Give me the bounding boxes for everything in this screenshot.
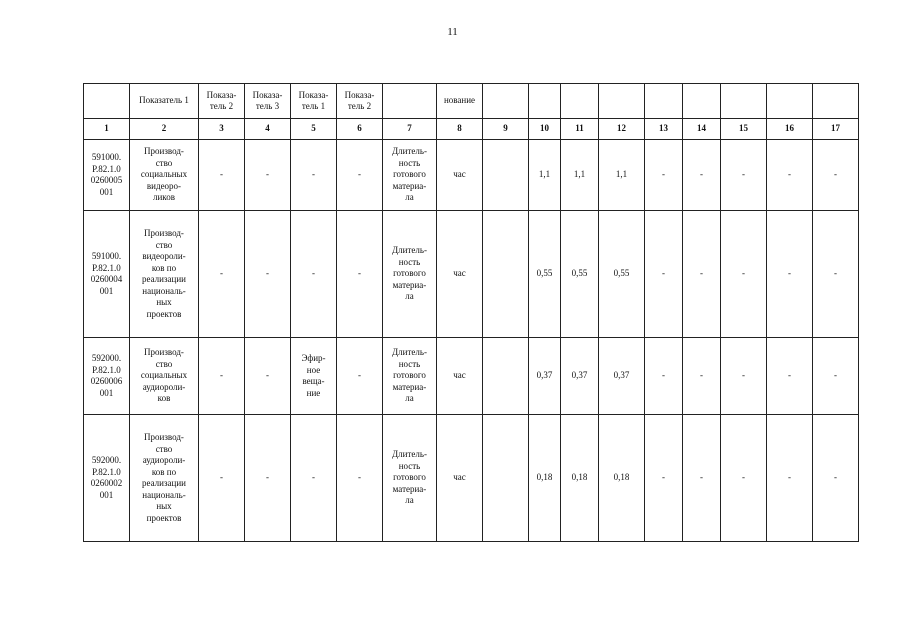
table-cell: нование <box>437 84 483 119</box>
table-cell: - <box>767 140 813 211</box>
table-cell <box>383 84 437 119</box>
table-cell: Показа- тель 1 <box>291 84 337 119</box>
table-cell: Длитель- ность готового материа- ла <box>383 140 437 211</box>
column-number-row <box>84 119 859 140</box>
table-cell: 6 <box>337 119 383 140</box>
table-cell <box>529 84 561 119</box>
table-cell: - <box>291 140 337 211</box>
table-cell: 0,37 <box>529 338 561 415</box>
table-cell: 0,37 <box>599 338 645 415</box>
table-cell: 9 <box>483 119 529 140</box>
table-cell: - <box>813 338 859 415</box>
table-cell: 591000. Р.82.1.0 0260004 001 <box>84 211 130 338</box>
table-cell <box>483 84 529 119</box>
table-cell <box>84 84 130 119</box>
table-cell: 7 <box>383 119 437 140</box>
table-cell <box>721 84 767 119</box>
table-cell: 8 <box>437 119 483 140</box>
table-cell: - <box>645 140 683 211</box>
table-cell: час <box>437 211 483 338</box>
table-cell: Производ- ство социальных видеоро- ликов <box>130 140 199 211</box>
table-cell: 1,1 <box>599 140 645 211</box>
table-cell: - <box>199 415 245 542</box>
table-cell <box>813 84 859 119</box>
table-cell <box>645 84 683 119</box>
table-cell <box>483 415 529 542</box>
table-cell <box>483 211 529 338</box>
table-cell: 0,55 <box>529 211 561 338</box>
table-cell: - <box>683 140 721 211</box>
table-cell: 1,1 <box>529 140 561 211</box>
table-cell: - <box>337 415 383 542</box>
table-cell: - <box>645 338 683 415</box>
table-cell: час <box>437 338 483 415</box>
table-cell: - <box>199 338 245 415</box>
table-cell: 17 <box>813 119 859 140</box>
table-cell <box>561 84 599 119</box>
table-cell: - <box>337 211 383 338</box>
table-cell: - <box>721 140 767 211</box>
table-cell: Эфир- ное веща- ние <box>291 338 337 415</box>
table-cell <box>683 84 721 119</box>
table-cell: - <box>245 415 291 542</box>
table-cell: - <box>721 338 767 415</box>
table-cell: 1 <box>84 119 130 140</box>
table-cell: Показатель 1 <box>130 84 199 119</box>
table-cell: 592000. Р.82.1.0 0260006 001 <box>84 338 130 415</box>
table-cell: Длитель- ность готового материа- ла <box>383 415 437 542</box>
table-cell: - <box>813 415 859 542</box>
table-cell: - <box>199 211 245 338</box>
table-cell: 591000. Р.82.1.0 0260005 001 <box>84 140 130 211</box>
table-cell: - <box>683 415 721 542</box>
table-cell: - <box>245 140 291 211</box>
table-cell: - <box>245 211 291 338</box>
table-cell: 14 <box>683 119 721 140</box>
table-cell: Длитель- ность готового материа- ла <box>383 338 437 415</box>
table-cell: - <box>813 211 859 338</box>
table-cell: - <box>721 415 767 542</box>
table-cell: 3 <box>199 119 245 140</box>
table-cell: Производ- ство социальных аудиороли- ков <box>130 338 199 415</box>
table-cell: - <box>291 211 337 338</box>
table-cell: 0,18 <box>529 415 561 542</box>
table-cell: Показа- тель 2 <box>199 84 245 119</box>
table-cell: 0,55 <box>561 211 599 338</box>
table-cell <box>599 84 645 119</box>
table-cell: час <box>437 415 483 542</box>
header-row <box>84 84 859 119</box>
table-row <box>84 415 859 542</box>
table-cell: - <box>645 415 683 542</box>
table-cell: - <box>767 415 813 542</box>
table-cell: 15 <box>721 119 767 140</box>
table-cell: 0,55 <box>599 211 645 338</box>
table-cell: Производ- ство видеороли- ков по реализации националь- ных проектов <box>130 211 199 338</box>
table-cell: 16 <box>767 119 813 140</box>
table-cell <box>483 140 529 211</box>
indicators-table <box>83 83 859 542</box>
table-cell: - <box>291 415 337 542</box>
table-cell: 1,1 <box>561 140 599 211</box>
table-cell: 0,18 <box>599 415 645 542</box>
table-cell: 592000. Р.82.1.0 0260002 001 <box>84 415 130 542</box>
table-cell: Показа- тель 2 <box>337 84 383 119</box>
table-cell: - <box>337 140 383 211</box>
table-cell: 5 <box>291 119 337 140</box>
table-cell: - <box>813 140 859 211</box>
table-cell: 4 <box>245 119 291 140</box>
table-cell: 10 <box>529 119 561 140</box>
table-cell: - <box>683 338 721 415</box>
table-cell: - <box>767 338 813 415</box>
table-cell: - <box>767 211 813 338</box>
table-cell: Показа- тель 3 <box>245 84 291 119</box>
table-cell: - <box>337 338 383 415</box>
table-cell <box>483 338 529 415</box>
table-cell: 0,18 <box>561 415 599 542</box>
table-cell: - <box>645 211 683 338</box>
table-row <box>84 140 859 211</box>
page-number: 11 <box>447 26 458 38</box>
table-cell: - <box>721 211 767 338</box>
table-row <box>84 211 859 338</box>
table-cell: 11 <box>561 119 599 140</box>
table-cell: Длитель- ность готового материа- ла <box>383 211 437 338</box>
table-cell <box>767 84 813 119</box>
table-cell: Производ- ство аудиороли- ков по реализации националь- ных проектов <box>130 415 199 542</box>
table-cell: 13 <box>645 119 683 140</box>
table-cell: - <box>245 338 291 415</box>
table-cell: 2 <box>130 119 199 140</box>
table-cell: час <box>437 140 483 211</box>
table-cell: - <box>199 140 245 211</box>
table-cell: 12 <box>599 119 645 140</box>
table-cell: - <box>683 211 721 338</box>
table-cell: 0,37 <box>561 338 599 415</box>
table-row <box>84 338 859 415</box>
